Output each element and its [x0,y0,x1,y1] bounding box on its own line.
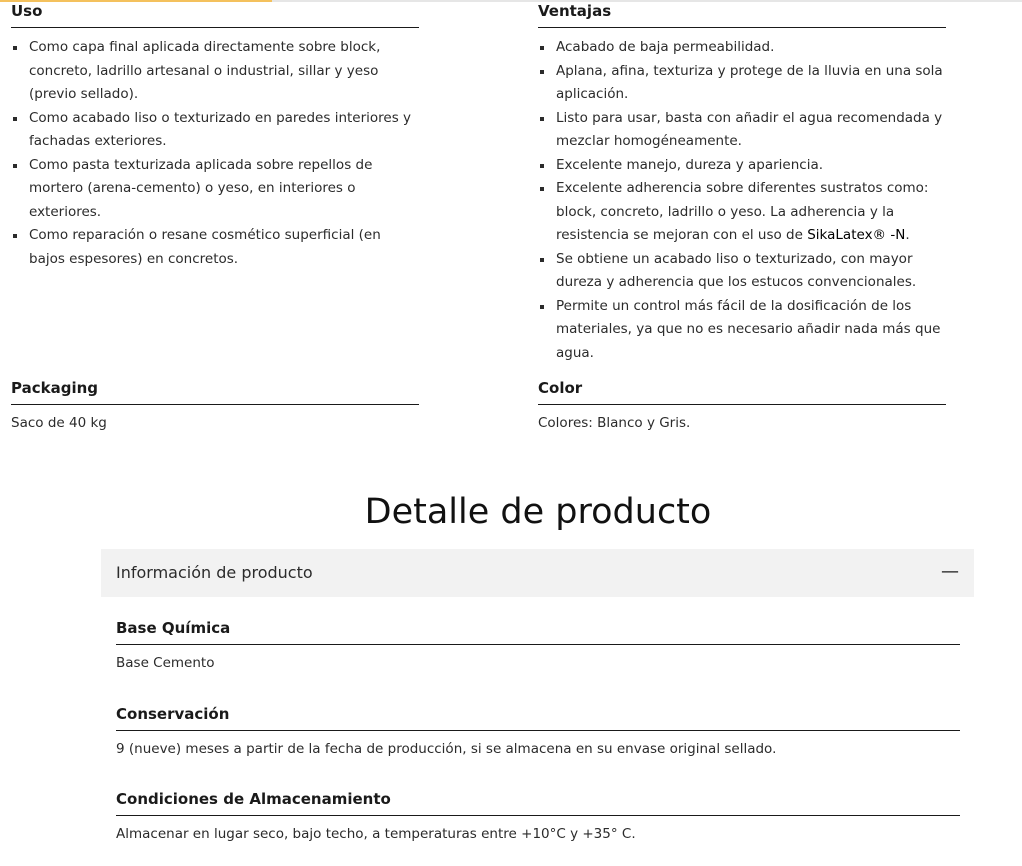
uso-section [11,1,419,271]
packaging-section [11,378,419,435]
accordion-title: Información de producto [116,563,313,582]
color-heading: Color [538,378,946,405]
packaging-value: Saco de 40 kg [11,415,107,431]
list-item: Aplana, afina, texturiza y protege de la lluvia en una sola aplicación. [538,60,946,107]
list-item: Como capa final aplicada directamente sobre block, concreto, ladrillo artesanal o industrial, sillar y yeso (previo sellado). [11,36,419,107]
property-heading: Condiciones de Almacenamiento [116,789,960,816]
color-value: Colores: Blanco y Gris. [538,415,691,431]
list-item: Se obtiene un acabado liso o texturizado, con mayor dureza y adherencia que los estucos convencionales. [538,248,946,295]
adherencia-text: Excelente adherencia sobre diferentes sustratos como: block, concreto, ladrillo o yeso. La adherencia y la resistencia se mejoran con el uso de [556,180,929,243]
property-value: 9 (nueve) meses a partir de la fecha de producción, si se almacena en su envase original sellado. [116,741,777,757]
packaging-heading: Packaging [11,378,419,405]
property-value: Base Cemento [116,655,215,671]
property-almacenamiento [116,789,960,846]
list-item: Permite un control más fácil de la dosificación de los materiales, ya que no es necesario añadir nada más que agua. [538,295,946,366]
list-item: Como reparación o resane cosmético superficial (en bajos espesores) en concretos. [11,224,419,271]
property-base-quimica [116,618,960,675]
list-item: Como pasta texturizada aplicada sobre repellos de mortero (arena-cemento) o yeso, en interiores o exteriores. [11,154,419,225]
list-item: Como acabado liso o texturizado en paredes interiores y fachadas exteriores. [11,107,419,154]
property-heading: Conservación [116,704,960,731]
sikalatex-brand: SikaLatex® -N [807,227,906,243]
ventajas-section [538,1,946,365]
property-conservacion [116,704,960,761]
list-item: Listo para usar, basta con añadir el agua recomendada y mezclar homogéneamente. [538,107,946,154]
ventajas-heading: Ventajas [538,1,946,28]
list-item [538,177,946,248]
collapse-icon[interactable]: — [941,561,959,582]
list-item: Acabado de baja permeabilidad. [538,36,946,60]
color-section [538,378,946,435]
property-value: Almacenar en lugar seco, bajo techo, a temperaturas entre +10°C y +35° C. [116,826,636,842]
ventajas-list [538,36,946,365]
adherencia-end: . [905,227,910,243]
accordion-header[interactable] [101,549,974,597]
page-title: Detalle de producto [364,492,712,532]
list-item: Excelente manejo, dureza y apariencia. [538,154,946,178]
uso-list [11,36,419,271]
property-heading: Base Química [116,618,960,645]
uso-heading: Uso [11,1,419,28]
